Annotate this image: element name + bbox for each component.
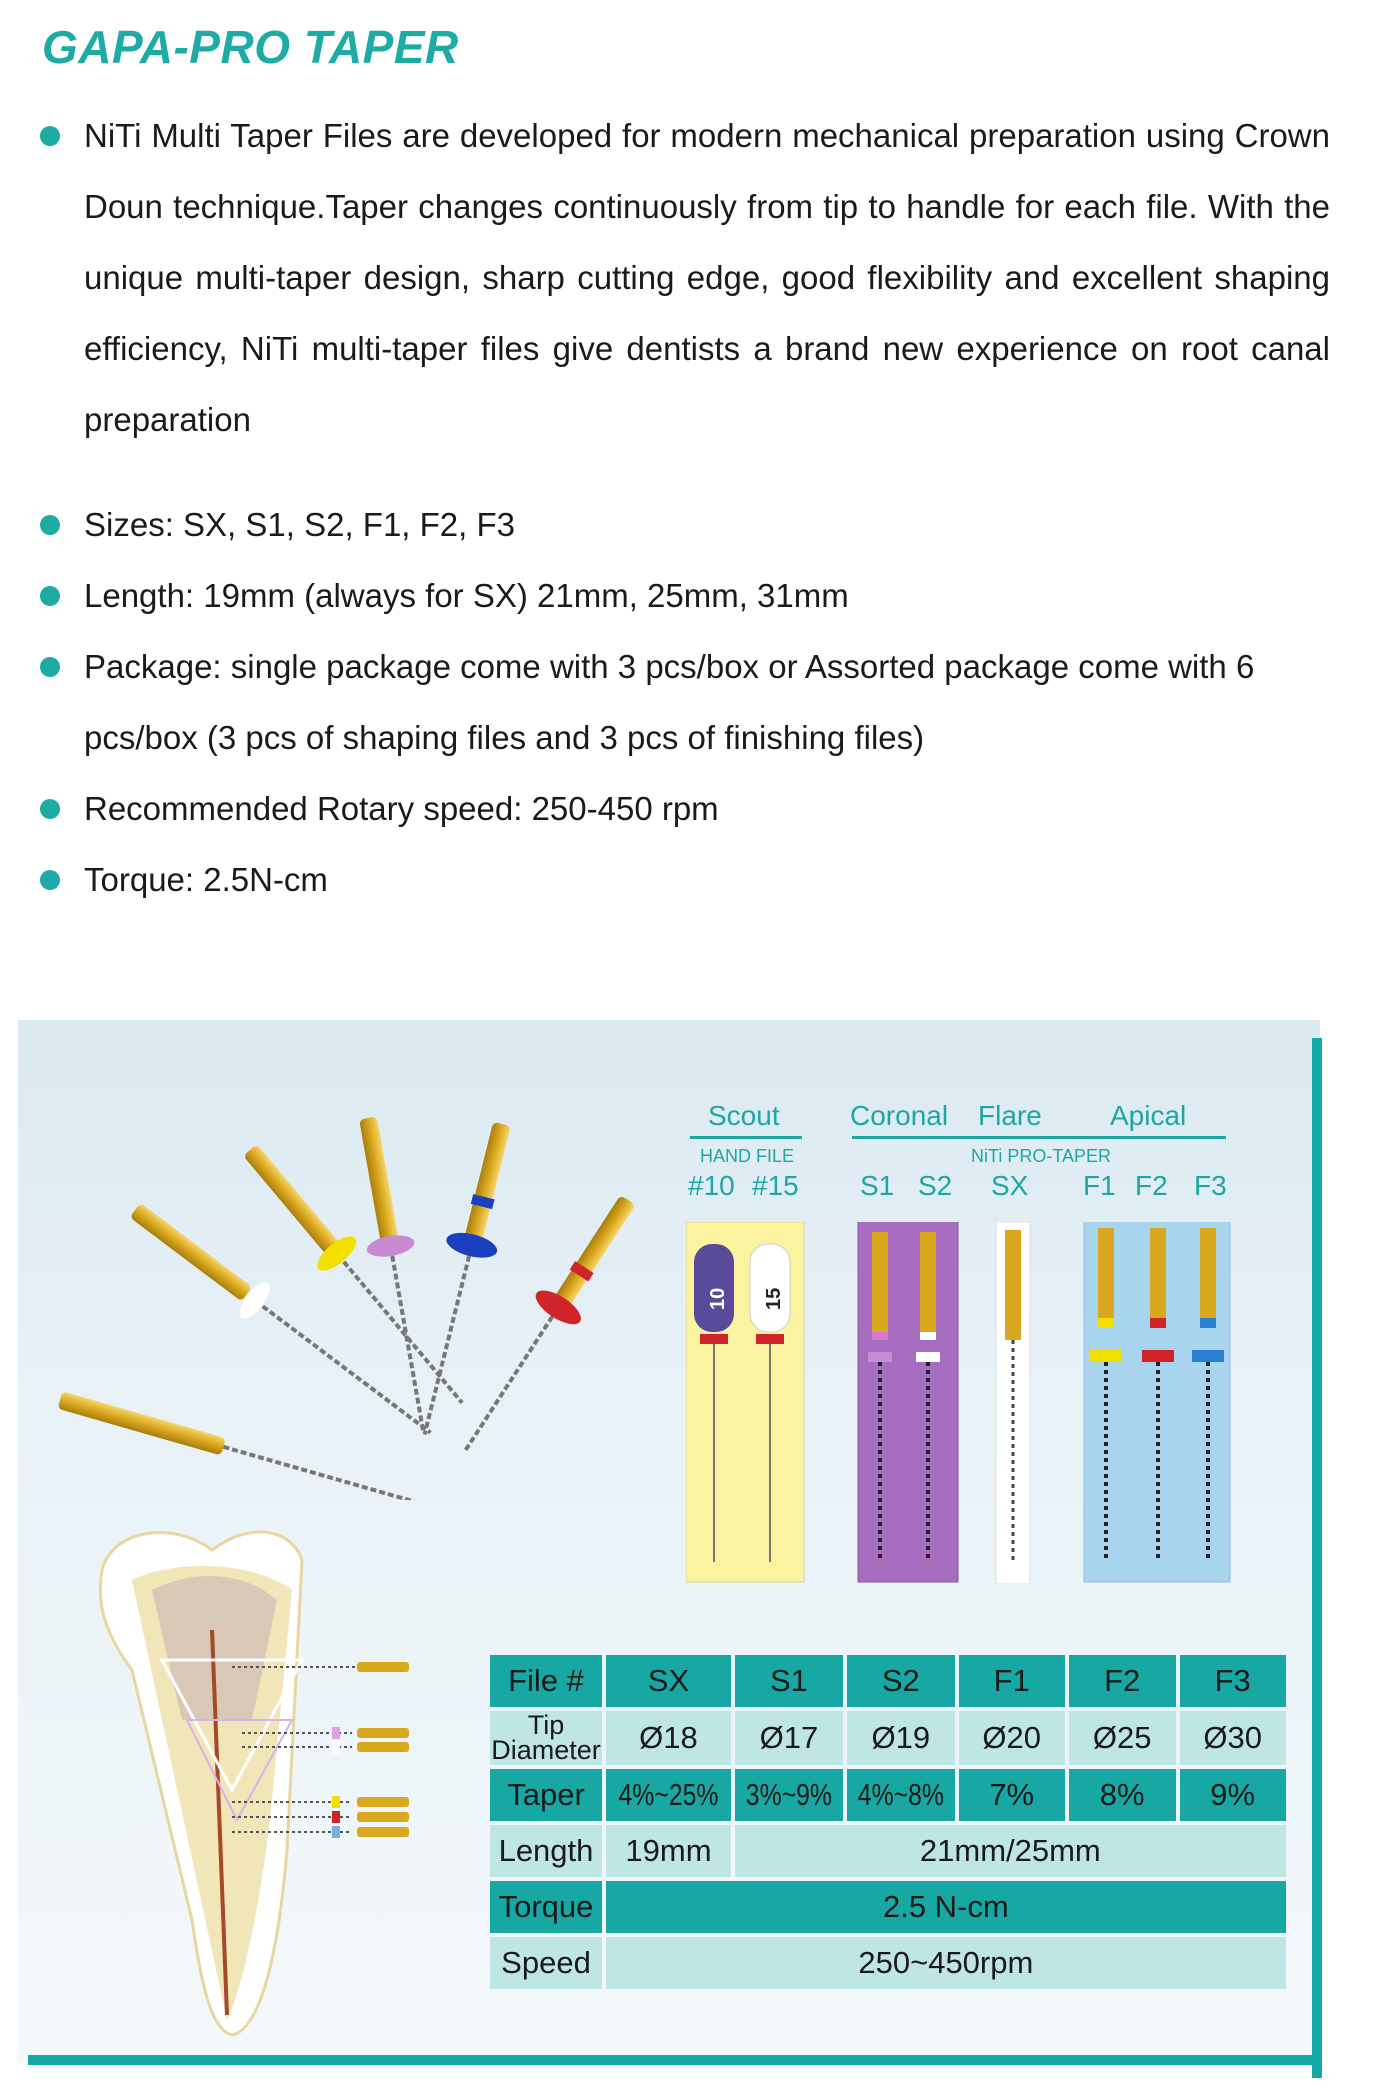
table-cell: 9% (1180, 1769, 1286, 1821)
label-n10: #10 (688, 1170, 735, 1201)
label-flare: Flare (978, 1100, 1042, 1131)
table-cell: Ø25 (1069, 1711, 1176, 1765)
label-sx: SX (991, 1170, 1029, 1201)
label-coronal: Coronal (850, 1100, 949, 1131)
row-label (490, 1711, 602, 1765)
table-cell: Ø20 (959, 1711, 1065, 1765)
table-cell: 4%~8% (847, 1769, 955, 1821)
table-cell: F1 (959, 1655, 1065, 1707)
bullet-icon (40, 870, 60, 890)
table-row (490, 1881, 1286, 1933)
panel-border (28, 2055, 1322, 2065)
file-f1 (232, 1135, 481, 1419)
list-item: NiTi Multi Taper Files are developed for modern mechanical preparation using Crown Doun technique.Taper changes continuously from tip to handle for each file. With the unique multi-taper design, sharp cutting edge, good flexibility and excellent shaping efficiency, NiTi multi-taper files give dentists a brand new experience on root canal preparation (40, 100, 1330, 455)
rotary-files-image (40, 1080, 660, 1500)
table-row (490, 1937, 1286, 1989)
row-label: Speed (490, 1937, 602, 1989)
list-item: Sizes: SX, S1, S2, F1, F2, F3 (40, 489, 1330, 560)
table-cell: 19mm (606, 1825, 731, 1877)
table-cell: F2 (1069, 1655, 1176, 1707)
handle-10-text: 10 (707, 1287, 729, 1310)
table-row (490, 1769, 1286, 1821)
label-f1: F1 (1083, 1170, 1116, 1201)
bullet-icon (40, 657, 60, 677)
label-f3: F3 (1194, 1170, 1227, 1201)
label-s2: S2 (918, 1170, 953, 1201)
table-cell: 4%~25% (606, 1769, 731, 1821)
bullet-icon (40, 799, 60, 819)
feature-list (40, 100, 1330, 915)
label-apical: Apical (1110, 1100, 1187, 1131)
row-label: Torque (490, 1881, 602, 1933)
label-f2: F2 (1135, 1170, 1168, 1201)
row-label: Length (490, 1825, 602, 1877)
list-item: Torque: 2.5N-cm (40, 844, 1330, 915)
table-cell: Ø30 (1180, 1711, 1286, 1765)
table-cell: Ø18 (606, 1711, 731, 1765)
bullet-icon (40, 515, 60, 535)
label-niti-protaper: NiTi PRO-TAPER (971, 1146, 1112, 1166)
table-cell: 2.5 N-cm (606, 1881, 1286, 1933)
table-cell: 8% (1069, 1769, 1176, 1821)
row-label: Taper (490, 1769, 602, 1821)
file-f2 (399, 1118, 527, 1441)
page-title: GAPA-PRO TAPER (42, 21, 459, 73)
label-n15: #15 (752, 1170, 799, 1201)
tip-label-1: Tip (527, 1710, 565, 1740)
table-cell: Ø19 (847, 1711, 955, 1765)
divider (690, 1136, 802, 1139)
list-item: Length: 19mm (always for SX) 21mm, 25mm, 31mm (40, 560, 1330, 631)
label-s1: S1 (860, 1170, 895, 1201)
table-row (490, 1711, 1286, 1765)
table-row (490, 1825, 1286, 1877)
row-label: File # (490, 1655, 602, 1707)
list-item: Package: single package come with 3 pcs/box or Assorted package come with 6 pcs/box (3 pcs of shaping files and 3 pcs of finishing files) (40, 631, 1330, 773)
tip-label-2: Diameter (491, 1735, 601, 1765)
spec-table (486, 1651, 1290, 1993)
tooth-illustration (92, 1520, 422, 2040)
table-cell: Ø17 (735, 1711, 843, 1765)
table-cell: S2 (847, 1655, 955, 1707)
label-scout: Scout (708, 1100, 780, 1131)
table-row (490, 1655, 1286, 1707)
table-cell: SX (606, 1655, 731, 1707)
panel-border (1312, 1038, 1322, 2078)
file-s2 (344, 1114, 447, 1437)
bullet-icon (40, 126, 60, 146)
file-sx (58, 1391, 438, 1500)
table-cell: 21mm/25mm (735, 1825, 1286, 1877)
table-cell: S1 (735, 1655, 843, 1707)
table-cell: F3 (1180, 1655, 1286, 1707)
bullet-icon (40, 586, 60, 606)
table-cell: 3%~9% (735, 1769, 843, 1821)
handle-15-text: 15 (763, 1287, 785, 1310)
divider (852, 1136, 1226, 1139)
list-item: Recommended Rotary speed: 250-450 rpm (40, 773, 1330, 844)
table-cell: 7% (959, 1769, 1065, 1821)
table-cell: 250~450rpm (606, 1937, 1286, 1989)
label-hand-file: HAND FILE (700, 1146, 795, 1166)
file-cards-image (686, 1222, 1232, 1584)
